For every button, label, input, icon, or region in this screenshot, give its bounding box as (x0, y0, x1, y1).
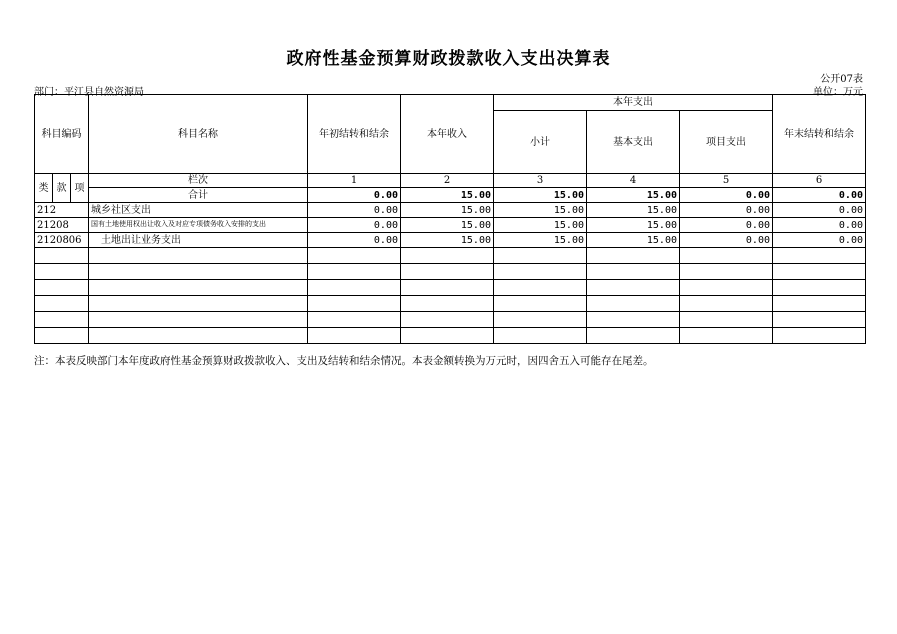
row-value: 15.00 (587, 233, 680, 248)
report-title: 政府性基金预算财政拨款收入支出决算表 (286, 49, 611, 69)
empty-row (35, 312, 866, 328)
row-value: 0.00 (308, 233, 401, 248)
header-closing: 年末结转和结余 (773, 95, 866, 174)
header-code: 科目编码 (35, 95, 89, 174)
table-row (35, 218, 866, 233)
total-value: 15.00 (401, 188, 494, 203)
row-value: 0.00 (680, 233, 773, 248)
row-value: 15.00 (587, 218, 680, 233)
col-num: 2 (401, 174, 494, 188)
col-num: 1 (308, 174, 401, 188)
row-value: 0.00 (680, 203, 773, 218)
footnote: 注：本表反映部门本年度政府性基金预算财政拨款收入、支出及结转和结余情况。本表金额转换为万元时，因四舍五入可能存在尾差。 (34, 355, 654, 367)
row-code: 212 (35, 203, 89, 218)
row-value: 0.00 (773, 203, 866, 218)
col-num: 6 (773, 174, 866, 188)
unit-label: 单位：万元 (813, 87, 863, 98)
row-value: 15.00 (587, 203, 680, 218)
empty-row (35, 296, 866, 312)
row-value: 0.00 (773, 218, 866, 233)
row-value: 15.00 (401, 233, 494, 248)
row-name: 城乡社区支出 (89, 203, 308, 218)
header-kuan: 款 (53, 174, 71, 203)
header-basic: 基本支出 (587, 111, 680, 174)
header-name: 科目名称 (89, 95, 308, 174)
row-code: 2120806 (35, 233, 89, 248)
row-value: 15.00 (494, 233, 587, 248)
row-value: 0.00 (308, 218, 401, 233)
col-num: 3 (494, 174, 587, 188)
header-project: 项目支出 (680, 111, 773, 174)
empty-row (35, 248, 866, 264)
row-value: 15.00 (401, 218, 494, 233)
col-num: 4 (587, 174, 680, 188)
department-label: 部门：平江县自然资源局 (34, 87, 144, 98)
total-value: 15.00 (587, 188, 680, 203)
form-number: 公开07表 (820, 74, 863, 85)
header-income: 本年收入 (401, 95, 494, 174)
row-value: 0.00 (308, 203, 401, 218)
row-value: 15.00 (494, 218, 587, 233)
row-value: 0.00 (773, 233, 866, 248)
total-value: 15.00 (494, 188, 587, 203)
empty-row (35, 328, 866, 344)
header-opening: 年初结转和结余 (308, 95, 401, 174)
budget-table (34, 94, 866, 344)
header-xiang: 项 (71, 174, 89, 203)
header-expense-group: 本年支出 (494, 95, 773, 111)
empty-row (35, 264, 866, 280)
row-value: 0.00 (680, 218, 773, 233)
header-subtotal: 小计 (494, 111, 587, 174)
total-value: 0.00 (773, 188, 866, 203)
row-value: 15.00 (494, 203, 587, 218)
row-name: 土地出让业务支出 (89, 233, 308, 248)
header-lanci: 栏次 (89, 174, 308, 188)
total-value: 0.00 (308, 188, 401, 203)
header-lei: 类 (35, 174, 53, 203)
row-value: 15.00 (401, 203, 494, 218)
total-label: 合计 (89, 188, 308, 203)
empty-row (35, 280, 866, 296)
row-code: 21208 (35, 218, 89, 233)
table-row (35, 203, 866, 218)
total-value: 0.00 (680, 188, 773, 203)
table-row (35, 233, 866, 248)
row-name: 国有土地使用权出让收入及对应专项债务收入安排的支出 (89, 218, 308, 233)
col-num: 5 (680, 174, 773, 188)
